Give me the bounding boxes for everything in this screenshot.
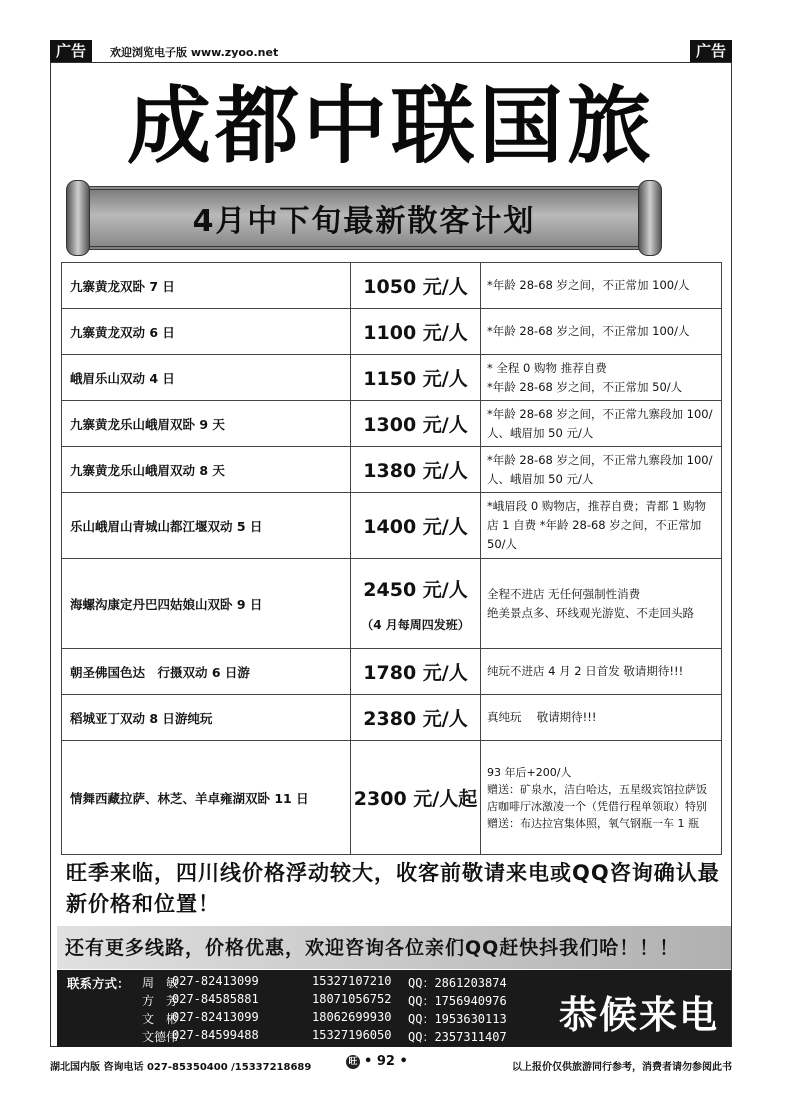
- contact-qq: QQ：2861203874: [408, 976, 507, 990]
- route-price-note: （4 月每周四发班）: [361, 617, 470, 632]
- route-note: *年龄 28-68 岁之间，不正常九寨段加 100/人、峨眉加 50 元/人: [481, 401, 722, 447]
- ad-tag-right: 广告: [690, 40, 732, 62]
- contact-mobile: 15327107210: [312, 974, 392, 988]
- route-name: 九寨黄龙乐山峨眉双卧 9 天: [62, 401, 351, 447]
- route-price: 1150 元/人: [351, 355, 481, 401]
- price-notice: 旺季来临，四川线价格浮动较大，收客前敬请来电或QQ咨询确认最新价格和位置！: [66, 861, 720, 916]
- contact-row: [142, 974, 622, 992]
- footer-right: 以上报价仅供旅游同行参考，消费者请勿参阅此书: [512, 1062, 732, 1073]
- route-price: 2300 元/人起: [351, 741, 481, 855]
- route-price: 2380 元/人: [351, 695, 481, 741]
- contact-qq: QQ：1756940976: [408, 994, 507, 1008]
- banner-scroll: [66, 180, 662, 256]
- route-note: 全程不进店 无任何强制性消费 绝美景点多、环线观光游览、不走回头路: [481, 559, 722, 649]
- route-name: 稻城亚丁双动 8 日游纯玩: [62, 695, 351, 741]
- banner-title: 4月中下旬最新散客计划: [192, 204, 536, 239]
- table-row: [62, 559, 722, 649]
- page-badge: 旺: [346, 1055, 360, 1069]
- contact-name: 文德伟: [142, 1030, 179, 1044]
- welcome-text: 欢迎浏览电子版 www.zyoo.net: [110, 46, 279, 59]
- promo-text: 还有更多线路，价格优惠，欢迎咨询各位亲们QQ赶快抖我们哈！！！: [65, 937, 680, 959]
- route-name: 朝圣佛国色达 行摄双动 6 日游: [62, 649, 351, 695]
- route-note: 真纯玩 敬请期待!!!: [481, 695, 722, 741]
- table-row: [62, 493, 722, 559]
- ad-tag-left: 广告: [50, 40, 92, 62]
- contact-mobile: 18071056752: [312, 992, 392, 1006]
- contact-phone: 027-82413099: [172, 1010, 259, 1024]
- footer-left: 湖北国内版 咨询电话 027-85350400 /15337218689: [50, 1062, 312, 1073]
- plans-table: [61, 262, 722, 855]
- route-note: *峨眉段 0 购物店，推荐自费；青都 1 购物店 1 自费 *年龄 28-68 岁之间，不正常加 50/人: [481, 493, 722, 559]
- route-note: *年龄 28-68 岁之间，不正常九寨段加 100/人、峨眉加 50 元/人: [481, 447, 722, 493]
- page-number-block: [346, 1054, 408, 1069]
- route-name: 九寨黄龙双卧 7 日: [62, 263, 351, 309]
- contact-mobile: 15327196050: [312, 1028, 392, 1042]
- contact-panel: [57, 970, 731, 1047]
- contact-phone: 027-84599488: [172, 1028, 259, 1042]
- route-price: 1100 元/人: [351, 309, 481, 355]
- route-note: * 全程 0 购物 推荐自费 *年龄 28-68 岁之间，不正常加 50/人: [481, 355, 722, 401]
- route-name: 峨眉乐山双动 4 日: [62, 355, 351, 401]
- route-price: 2450 元/人: [363, 578, 468, 601]
- route-note: *年龄 28-68 岁之间，不正常加 100/人: [481, 309, 722, 355]
- route-name: 海螺沟康定丹巴四姑娘山双卧 9 日: [62, 559, 351, 649]
- top-bar: [50, 40, 732, 64]
- page-number: • 92 •: [364, 1054, 408, 1069]
- contact-row: [142, 992, 622, 1010]
- route-note: *年龄 28-68 岁之间，不正常加 100/人: [481, 263, 722, 309]
- contact-name: 周 敏: [142, 976, 179, 990]
- route-price: 1380 元/人: [351, 447, 481, 493]
- route-price: 1300 元/人: [351, 401, 481, 447]
- brand-title: 成都中联国旅: [126, 76, 655, 175]
- route-price: 1400 元/人: [351, 493, 481, 559]
- contact-mobile: 18062699930: [312, 1010, 392, 1024]
- page-footer: [50, 1054, 732, 1074]
- route-name: 情舞西藏拉萨、林芝、羊卓雍湖双卧 11 日: [62, 741, 351, 855]
- contact-phone: 027-82413099: [172, 974, 259, 988]
- contact-phone: 027-84585881: [172, 992, 259, 1006]
- route-price-cell: [351, 559, 481, 649]
- table-row: [62, 355, 722, 401]
- contact-label: 联系方式：: [67, 976, 130, 991]
- route-note: 纯玩不进店 4 月 2 日首发 敬请期待!!!: [481, 649, 722, 695]
- route-note: 93 年后+200/人 赠送：矿泉水，洁白哈达，五星级宾馆拉萨饭店咖啡厅冰激凌一个（凭借行程单领取）特别赠送：布达拉宫集体照，氧气钢瓶一车 1 瓶: [481, 741, 722, 855]
- route-name: 九寨黄龙双动 6 日: [62, 309, 351, 355]
- contact-qq: QQ：1953630113: [408, 1012, 507, 1026]
- welcome-call-slogan: 恭候来电: [558, 992, 719, 1037]
- table-row: [62, 649, 722, 695]
- table-row: [62, 401, 722, 447]
- contact-qq: QQ：2357311407: [408, 1030, 507, 1044]
- route-price: 1050 元/人: [351, 263, 481, 309]
- promo-bar: [57, 926, 731, 969]
- contact-name: 文 彬: [142, 1012, 179, 1026]
- table-row: [62, 447, 722, 493]
- table-row: [62, 309, 722, 355]
- contact-name: 方 芳: [142, 994, 179, 1008]
- route-price: 1780 元/人: [351, 649, 481, 695]
- table-row: [62, 741, 722, 855]
- route-name: 九寨黄龙乐山峨眉双动 8 天: [62, 447, 351, 493]
- contact-row: [142, 1010, 622, 1028]
- table-row: [62, 263, 722, 309]
- table-row: [62, 695, 722, 741]
- route-name: 乐山峨眉山青城山都江堰双动 5 日: [62, 493, 351, 559]
- contact-row: [142, 1028, 622, 1046]
